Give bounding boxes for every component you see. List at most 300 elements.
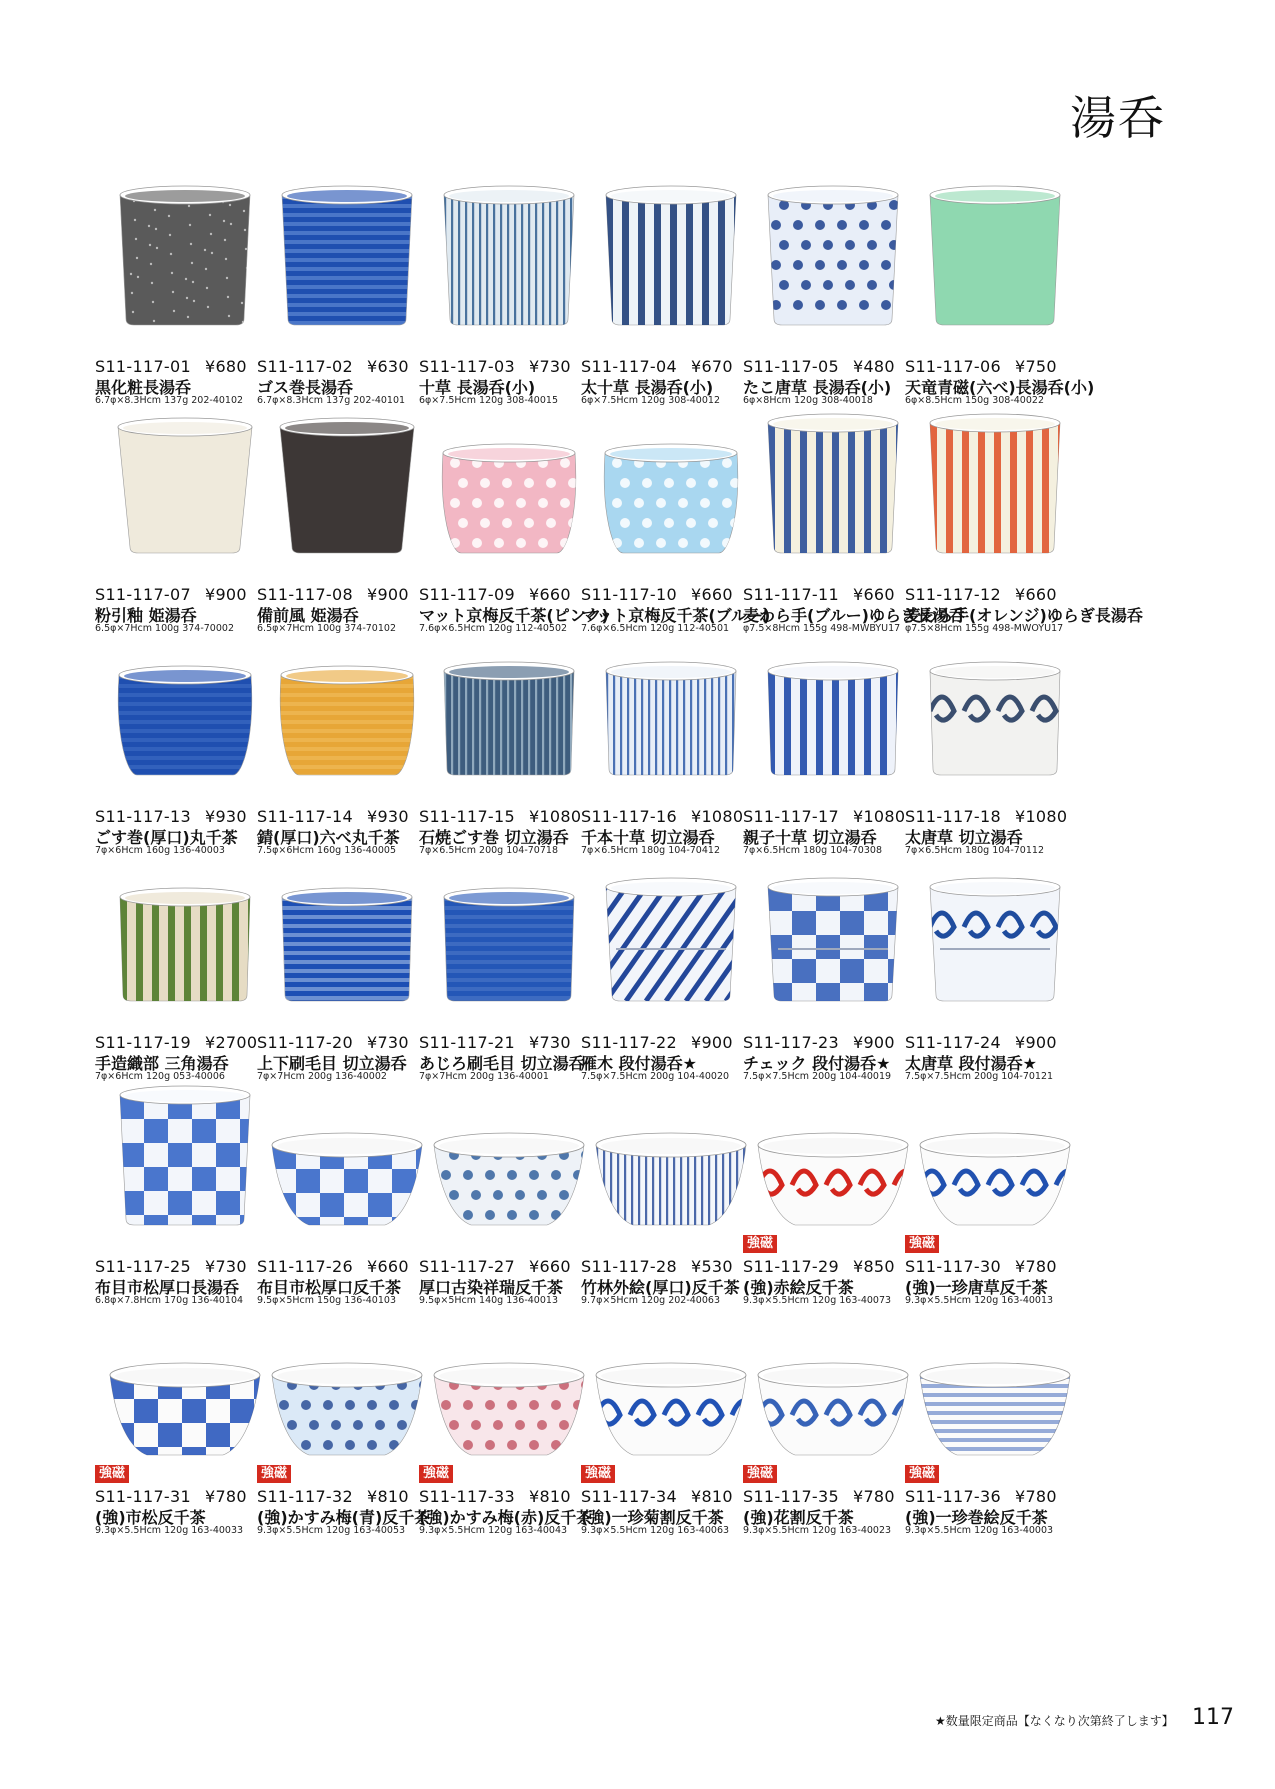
product-code: S11-117-09 <box>419 585 515 604</box>
product-code: S11-117-03 <box>419 357 515 376</box>
cup-interior <box>285 422 409 434</box>
product-item <box>581 635 761 855</box>
product-price: ¥900 <box>1014 1033 1057 1052</box>
cup-body <box>282 897 412 1001</box>
product-price: ¥660 <box>852 585 895 604</box>
product-name: 竹林外絵(厚口)反千茶 <box>581 1278 740 1297</box>
product-spec: 6.8φ×7.8Hcm 170g 136-40104 <box>95 1295 244 1306</box>
product-item <box>95 1315 275 1535</box>
product-photo <box>257 413 437 583</box>
product-name: (強)一珍唐草反千茶 <box>905 1278 1048 1297</box>
product-price: ¥900 <box>204 585 247 604</box>
cup-interior <box>601 1368 741 1384</box>
product-spec: 7φ×6Hcm 160g 136-40003 <box>95 845 225 856</box>
product-photo <box>581 635 761 805</box>
product-grid <box>95 185 1195 1725</box>
strength-badge: 強磁 <box>743 1235 777 1253</box>
cup-body <box>930 887 1060 1001</box>
product-row <box>95 185 1195 405</box>
cup-illustration <box>743 413 923 583</box>
cup-illustration <box>95 185 275 355</box>
product-code-line <box>95 585 247 604</box>
product-spec: 9.7φ×5Hcm 120g 202-40063 <box>581 1295 720 1306</box>
product-code-line <box>905 1487 1057 1506</box>
product-name: (強)一珍菊割反千茶 <box>581 1508 724 1527</box>
cup-body <box>280 427 414 553</box>
product-name: 十草 長湯呑(小) <box>419 378 536 397</box>
product-item <box>581 1085 761 1305</box>
cup-illustration <box>257 1085 437 1255</box>
product-spec: 7φ×6Hcm 120g 053-40006 <box>95 1071 225 1082</box>
cup-illustration <box>581 1085 761 1255</box>
cup-interior <box>763 1138 903 1154</box>
product-code-line <box>419 807 581 826</box>
product-photo <box>905 861 1085 1031</box>
product-code-line <box>581 1487 733 1506</box>
product-code-line <box>581 585 733 604</box>
cup-interior <box>773 418 893 430</box>
product-photo <box>419 185 599 355</box>
cup-illustration <box>257 413 437 583</box>
product-photo <box>743 413 923 583</box>
footer-note: ★数量限定商品【なくなり次第終了します】 <box>935 1714 1174 1728</box>
product-item <box>419 861 599 1081</box>
product-code-line <box>419 585 571 604</box>
product-item <box>581 1315 761 1535</box>
product-code: S11-117-23 <box>743 1033 839 1052</box>
cup-body <box>118 427 252 553</box>
product-spec: 9.3φ×5.5Hcm 120g 163-40043 <box>419 1525 568 1536</box>
product-code-line <box>581 357 733 376</box>
product-photo <box>581 861 761 1031</box>
product-code: S11-117-04 <box>581 357 677 376</box>
product-price: ¥930 <box>204 807 247 826</box>
strength-badge: 強磁 <box>257 1465 291 1483</box>
product-row <box>95 861 1195 1081</box>
product-spec: 6φ×8.5Hcm 150g 308-40022 <box>905 395 1044 406</box>
product-code: S11-117-35 <box>743 1487 839 1506</box>
product-photo <box>581 1315 761 1485</box>
cup-interior <box>277 1138 417 1154</box>
product-code-line <box>257 357 409 376</box>
cup-body <box>930 195 1060 325</box>
product-spec: 7φ×7Hcm 200g 136-40001 <box>419 1071 549 1082</box>
product-photo <box>257 635 437 805</box>
product-item <box>419 1085 599 1305</box>
product-price: ¥660 <box>528 1257 571 1276</box>
product-price: ¥900 <box>366 585 409 604</box>
product-item <box>581 413 771 634</box>
product-name: 粉引釉 姫湯呑 <box>95 606 197 625</box>
product-photo <box>581 1085 761 1255</box>
cup-interior <box>449 892 569 904</box>
product-code: S11-117-06 <box>905 357 1001 376</box>
product-spec: 9.3φ×5.5Hcm 120g 163-40003 <box>905 1525 1054 1536</box>
product-code-line <box>419 1487 571 1506</box>
product-code: S11-117-08 <box>257 585 353 604</box>
product-price: ¥900 <box>690 1033 733 1052</box>
cup-interior <box>125 1090 245 1102</box>
product-item <box>743 1085 923 1305</box>
strength-badge: 強磁 <box>905 1465 939 1483</box>
product-spec: 9.3φ×5.5Hcm 120g 163-40023 <box>743 1525 892 1536</box>
product-code: S11-117-22 <box>581 1033 677 1052</box>
product-row <box>95 1085 1195 1305</box>
product-photo <box>905 185 1085 355</box>
product-code: S11-117-21 <box>419 1033 515 1052</box>
product-photo <box>95 185 275 355</box>
product-photo <box>581 413 761 583</box>
product-code: S11-117-26 <box>257 1257 353 1276</box>
product-spec: 7φ×6.5Hcm 180g 104-70112 <box>905 845 1044 856</box>
product-name: 黒化粧長湯呑 <box>95 378 192 397</box>
product-item <box>581 185 761 405</box>
cup-illustration <box>743 185 923 355</box>
product-code: S11-117-32 <box>257 1487 353 1506</box>
product-photo <box>257 1315 437 1485</box>
product-item <box>419 635 599 855</box>
product-name: 麦わら手(オレンジ)ゆらぎ長湯呑 <box>905 606 1143 625</box>
product-code-line <box>95 1033 257 1052</box>
strength-badge: 強磁 <box>581 1465 615 1483</box>
cup-interior <box>610 448 732 460</box>
cup-illustration <box>905 861 1085 1031</box>
product-item <box>743 861 923 1081</box>
product-code-line <box>257 807 409 826</box>
product-photo <box>905 1315 1085 1485</box>
product-code: S11-117-12 <box>905 585 1001 604</box>
cup-illustration <box>419 413 599 583</box>
cup-illustration <box>905 185 1085 355</box>
cup-body <box>604 453 738 553</box>
product-price: ¥670 <box>690 357 733 376</box>
product-spec: 7.5φ×7.5Hcm 200g 104-40020 <box>581 1071 730 1082</box>
cup-illustration <box>581 413 761 583</box>
product-name: (強)かすみ梅(赤)反千茶 <box>419 1508 593 1527</box>
product-spec: 7.6φ×6.5Hcm 120g 112-40501 <box>581 623 730 634</box>
product-code: S11-117-24 <box>905 1033 1001 1052</box>
product-name: たこ唐草 長湯呑(小) <box>743 378 892 397</box>
product-code: S11-117-30 <box>905 1257 1001 1276</box>
product-spec: 9.5φ×5Hcm 150g 136-40103 <box>257 1295 396 1306</box>
product-spec: 6.5φ×7Hcm 100g 374-70102 <box>257 623 396 634</box>
product-item <box>905 1315 1085 1535</box>
product-code: S11-117-13 <box>95 807 191 826</box>
cup-illustration <box>419 1315 599 1485</box>
product-code-line <box>581 1033 733 1052</box>
page-number: 117 <box>1192 1705 1234 1730</box>
product-photo <box>419 635 599 805</box>
product-photo <box>95 861 275 1031</box>
product-spec: 7.5φ×7.5Hcm 200g 104-40019 <box>743 1071 892 1082</box>
product-photo <box>905 413 1085 583</box>
cup-illustration <box>905 413 1085 583</box>
product-item <box>905 635 1085 855</box>
product-spec: 9.5φ×5Hcm 140g 136-40013 <box>419 1295 558 1306</box>
product-item <box>743 635 923 855</box>
product-price: ¥780 <box>852 1487 895 1506</box>
product-item <box>419 1315 599 1535</box>
cup-pattern <box>930 423 1065 553</box>
product-code: S11-117-17 <box>743 807 839 826</box>
product-item <box>581 861 761 1081</box>
product-spec: 9.3φ×5.5Hcm 120g 163-40063 <box>581 1525 730 1536</box>
product-name: 雁木 段付湯呑★ <box>581 1054 697 1073</box>
cup-interior <box>935 190 1055 202</box>
product-photo <box>95 413 275 583</box>
cup-interior <box>925 1138 1065 1154</box>
product-price: ¥480 <box>852 357 895 376</box>
product-name: 石焼ごす巻 切立湯呑 <box>419 828 569 847</box>
product-name: 親子十草 切立湯呑 <box>743 828 877 847</box>
product-price: ¥730 <box>204 1257 247 1276</box>
cup-body <box>768 195 898 325</box>
product-price: ¥780 <box>204 1487 247 1506</box>
product-name: 太十草 長湯呑(小) <box>581 378 714 397</box>
cup-interior <box>277 1368 417 1384</box>
product-name: ごす巻(厚口)丸千茶 <box>95 828 238 847</box>
product-spec: 6.5φ×7Hcm 100g 374-70002 <box>95 623 234 634</box>
product-code: S11-117-02 <box>257 357 353 376</box>
product-code: S11-117-14 <box>257 807 353 826</box>
product-price: ¥1080 <box>852 807 906 826</box>
product-code: S11-117-05 <box>743 357 839 376</box>
product-name: 備前風 姫湯呑 <box>257 606 359 625</box>
product-code-line <box>905 1257 1057 1276</box>
cup-pattern <box>768 671 903 775</box>
product-code-line <box>257 1487 409 1506</box>
product-row <box>95 1315 1195 1535</box>
cup-interior <box>286 670 408 682</box>
product-price: ¥660 <box>366 1257 409 1276</box>
product-name: 手造織部 三角湯呑 <box>95 1054 229 1073</box>
product-code-line <box>581 1257 733 1276</box>
product-photo <box>419 861 599 1031</box>
cup-interior <box>125 892 245 904</box>
product-code: S11-117-36 <box>905 1487 1001 1506</box>
product-code: S11-117-16 <box>581 807 677 826</box>
product-name: 天竜青磁(六べ)長湯呑(小) <box>905 378 1095 397</box>
product-item <box>905 413 1143 634</box>
product-code: S11-117-29 <box>743 1257 839 1276</box>
product-price: ¥660 <box>690 585 733 604</box>
cup-interior <box>773 666 893 678</box>
product-name: (強)花割反千茶 <box>743 1508 854 1527</box>
cup-illustration <box>905 1315 1085 1485</box>
cup-illustration <box>257 861 437 1031</box>
product-spec: 7φ×6.5Hcm 200g 104-70718 <box>419 845 558 856</box>
cup-interior <box>611 666 731 678</box>
product-name: (強)一珍巻絵反千茶 <box>905 1508 1048 1527</box>
product-item <box>257 1085 437 1305</box>
product-photo <box>95 635 275 805</box>
product-code: S11-117-31 <box>95 1487 191 1506</box>
product-name: (強)市松反千茶 <box>95 1508 206 1527</box>
cup-interior <box>449 190 569 202</box>
cup-illustration <box>581 861 761 1031</box>
cup-interior <box>115 1368 255 1384</box>
cup-interior <box>449 666 569 678</box>
product-item <box>257 635 437 855</box>
product-price: ¥810 <box>690 1487 733 1506</box>
cup-illustration <box>95 861 275 1031</box>
product-code-line <box>257 1033 409 1052</box>
cup-interior <box>287 892 407 904</box>
product-photo <box>905 635 1085 805</box>
product-name: 太唐草 切立湯呑 <box>905 828 1023 847</box>
product-price: ¥2700 <box>204 1033 258 1052</box>
strength-badge: 強磁 <box>419 1465 453 1483</box>
product-price: ¥660 <box>1014 585 1057 604</box>
product-item <box>905 185 1095 406</box>
product-price: ¥1080 <box>528 807 582 826</box>
product-item <box>257 1315 437 1535</box>
cup-pattern <box>768 423 903 553</box>
cup-illustration <box>581 185 761 355</box>
product-name: 千本十草 切立湯呑 <box>581 828 715 847</box>
product-code-line <box>905 807 1067 826</box>
product-item <box>95 413 275 633</box>
cup-interior <box>439 1368 579 1384</box>
cup-illustration <box>581 635 761 805</box>
product-code-line <box>257 585 409 604</box>
product-code-line <box>95 807 247 826</box>
product-photo <box>95 1085 275 1255</box>
product-code-line <box>743 585 895 604</box>
product-code: S11-117-28 <box>581 1257 677 1276</box>
product-price: ¥810 <box>366 1487 409 1506</box>
product-name: あじろ刷毛目 切立湯呑 <box>419 1054 585 1073</box>
product-spec: 9.3φ×5.5Hcm 120g 163-40073 <box>743 1295 892 1306</box>
cup-interior <box>448 448 570 460</box>
cup-interior <box>935 418 1055 430</box>
product-name: 錆(厚口)六べ丸千茶 <box>257 828 400 847</box>
product-photo <box>743 1315 923 1485</box>
product-photo <box>743 635 923 805</box>
product-code: S11-117-33 <box>419 1487 515 1506</box>
cup-illustration <box>743 1315 923 1485</box>
product-code-line <box>419 1033 571 1052</box>
page-title: 湯呑 <box>1070 91 1166 145</box>
cup-interior <box>601 1138 741 1154</box>
product-code-line <box>743 1487 895 1506</box>
product-code: S11-117-19 <box>95 1033 191 1052</box>
product-price: ¥780 <box>1014 1257 1057 1276</box>
product-spec: 6.7φ×8.3Hcm 137g 202-40101 <box>257 395 406 406</box>
cup-body <box>930 671 1060 775</box>
product-spec: 6φ×7.5Hcm 120g 308-40015 <box>419 395 558 406</box>
cup-body <box>442 453 576 553</box>
product-name: 布目市松厚口反千茶 <box>257 1278 402 1297</box>
product-code-line <box>581 807 743 826</box>
product-photo <box>581 185 761 355</box>
product-name: マット京梅反千茶(ピンク) <box>419 606 609 625</box>
cup-interior <box>773 190 893 202</box>
product-price: ¥930 <box>366 807 409 826</box>
product-item <box>743 1315 923 1535</box>
product-name: 厚口古染祥瑞反千茶 <box>419 1278 564 1297</box>
cup-illustration <box>743 861 923 1031</box>
product-spec: 7.6φ×6.5Hcm 120g 112-40502 <box>419 623 568 634</box>
cup-interior <box>763 1368 903 1384</box>
product-spec: 7.5φ×7.5Hcm 200g 104-70121 <box>905 1071 1054 1082</box>
cup-pattern <box>120 897 255 1001</box>
cup-illustration <box>419 635 599 805</box>
cup-illustration <box>257 635 437 805</box>
product-price: ¥750 <box>1014 357 1057 376</box>
product-price: ¥730 <box>528 357 571 376</box>
product-spec: φ7.5×8Hcm 155g 498-MWOYU17 <box>905 623 1064 634</box>
product-spec: 6φ×7.5Hcm 120g 308-40012 <box>581 395 720 406</box>
product-photo <box>95 1315 275 1485</box>
product-photo <box>905 1085 1085 1255</box>
product-code: S11-117-01 <box>95 357 191 376</box>
cup-illustration <box>257 185 437 355</box>
product-code-line <box>743 807 905 826</box>
cup-interior <box>925 1368 1065 1384</box>
product-code: S11-117-10 <box>581 585 677 604</box>
product-item <box>257 861 437 1081</box>
product-spec: φ7.5×8Hcm 155g 498-MWBYU17 <box>743 623 901 634</box>
product-code-line <box>419 1257 571 1276</box>
product-item <box>257 413 437 633</box>
strength-badge: 強磁 <box>905 1235 939 1253</box>
product-price: ¥780 <box>1014 1487 1057 1506</box>
cup-interior <box>287 190 407 202</box>
product-item <box>905 1085 1085 1305</box>
product-code: S11-117-18 <box>905 807 1001 826</box>
product-item <box>905 861 1085 1081</box>
cup-illustration <box>905 1085 1085 1255</box>
product-photo <box>257 1085 437 1255</box>
product-price: ¥1080 <box>690 807 744 826</box>
cup-illustration <box>95 413 275 583</box>
product-price: ¥900 <box>852 1033 895 1052</box>
product-price: ¥680 <box>204 357 247 376</box>
product-name: 布目市松厚口長湯呑 <box>95 1278 240 1297</box>
cup-illustration <box>419 861 599 1031</box>
cup-illustration <box>743 635 923 805</box>
cup-illustration <box>419 185 599 355</box>
cup-illustration <box>95 635 275 805</box>
cup-interior <box>124 670 246 682</box>
product-name: 太唐草 段付湯呑★ <box>905 1054 1037 1073</box>
cup-body <box>120 195 250 325</box>
product-spec: 6.7φ×8.3Hcm 137g 202-40102 <box>95 395 244 406</box>
product-code-line <box>743 1033 895 1052</box>
product-spec: 9.3φ×5.5Hcm 120g 163-40053 <box>257 1525 406 1536</box>
product-code: S11-117-11 <box>743 585 839 604</box>
product-item <box>419 185 599 405</box>
product-price: ¥1080 <box>1014 807 1068 826</box>
product-row <box>95 413 1195 633</box>
product-photo <box>743 1085 923 1255</box>
product-photo <box>419 1085 599 1255</box>
product-spec: 7φ×6.5Hcm 180g 104-70308 <box>743 845 882 856</box>
product-code: S11-117-27 <box>419 1257 515 1276</box>
product-spec: 9.3φ×5.5Hcm 120g 163-40033 <box>95 1525 244 1536</box>
cup-interior <box>935 882 1055 894</box>
product-code-line <box>743 357 895 376</box>
product-name: マット京梅反千茶(ブルー) <box>581 606 771 625</box>
product-code-line <box>95 357 247 376</box>
product-price: ¥660 <box>528 585 571 604</box>
product-item <box>95 635 275 855</box>
cup-interior <box>123 422 247 434</box>
cup-body <box>444 897 574 1001</box>
product-spec: 7φ×6.5Hcm 180g 104-70412 <box>581 845 720 856</box>
product-price: ¥730 <box>528 1033 571 1052</box>
